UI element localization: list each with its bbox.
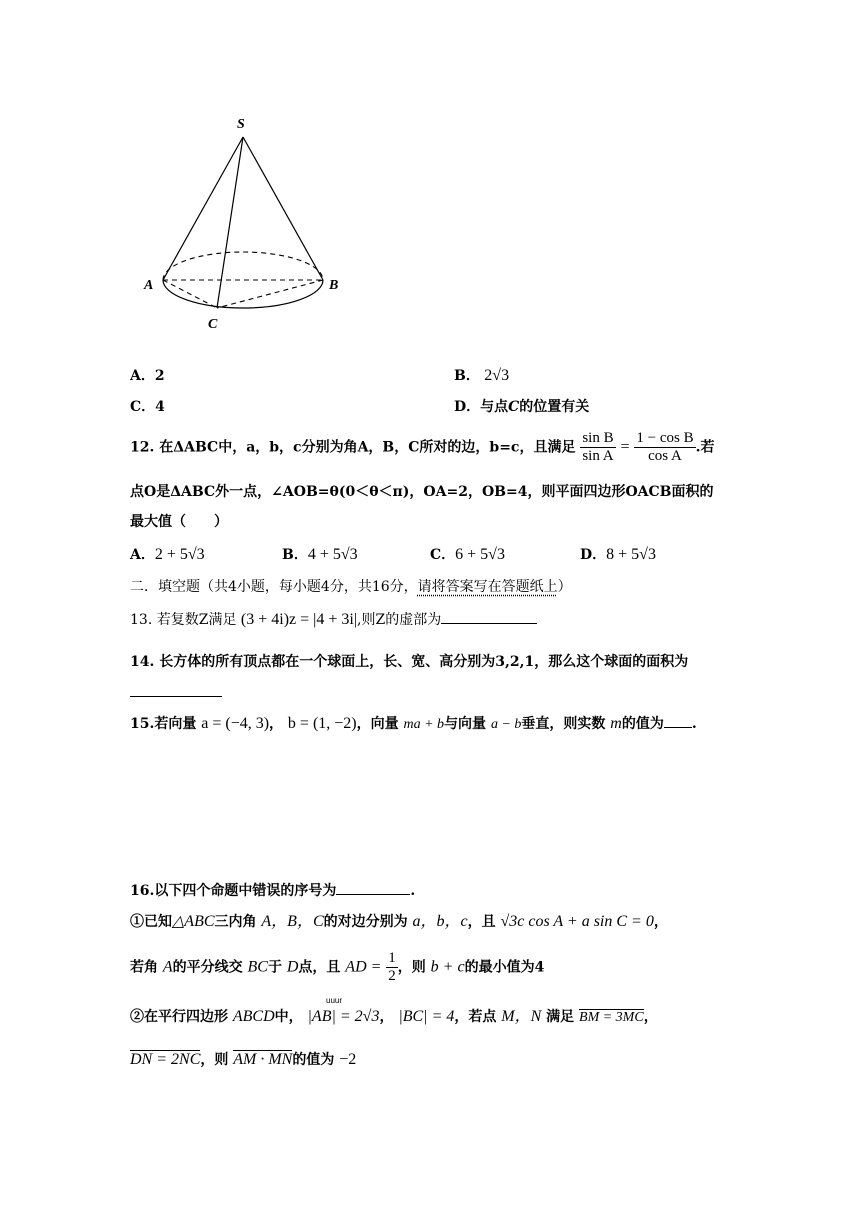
q16-p1-l2-bc2: b + c xyxy=(430,958,465,976)
q16-p1-l2-bc: BC xyxy=(247,958,268,976)
q11-option-b-value: 2√3 xyxy=(484,367,510,384)
q16-p2-l1-ab: |AB| = 2√3 xyxy=(307,1008,380,1025)
q12-frac1-den: sin A xyxy=(582,448,614,464)
q16-p2-l1-end: ， xyxy=(643,1009,658,1025)
q16-p1-l2-frac xyxy=(386,950,398,985)
q12-option-d xyxy=(580,545,656,565)
q16-p1-l1-eq: √3c cos A + a sin C = 0 xyxy=(500,913,654,930)
q16-p2-l1-mn: M，N xyxy=(501,1008,542,1025)
q12-line2: 点O是ΔABC外一点，∠AOB=θ(0＜θ＜π)，OA=2，OB=4，则平面四边形OACB面积的 xyxy=(130,484,714,500)
q11-option-d-prefix: D．与点 xyxy=(454,399,509,415)
q12-option-b xyxy=(282,545,358,565)
label-s: S xyxy=(237,117,245,132)
q16-p1-l2-mid4: ，则 xyxy=(397,959,426,976)
q16-p1-l1-sides: a，b，c xyxy=(412,913,468,930)
edge-sc xyxy=(217,137,243,308)
q14-line: 14. 长方体的所有顶点都在一个球面上，长、宽、高分别为3,2,1，那么这个球面的面积为 xyxy=(130,654,689,670)
q15-post: 垂直，则实数 xyxy=(521,716,606,732)
q16-heading xyxy=(130,880,415,901)
q12-frac2-num: 1 − cos B xyxy=(636,430,694,446)
q16-p2-l1-mid2: ，若点 xyxy=(454,1009,497,1025)
q16-p2-line1 xyxy=(130,1007,658,1028)
q12-line1-end: .若 xyxy=(695,439,715,456)
q12-option-d-value: 8 + 5√3 xyxy=(606,546,656,563)
q11-option-d-var: C xyxy=(508,399,520,415)
section2-heading-text: 二．填空题（共4小题，每小题4分，共16分， xyxy=(130,579,418,595)
q15-answer-blank[interactable] xyxy=(664,713,692,728)
base-front-arc xyxy=(163,280,323,308)
q16-p1-l2-d: D xyxy=(286,958,299,976)
q16-answer-blank[interactable] xyxy=(336,880,410,895)
q16-p2-l2-dot: AM · MN xyxy=(233,1051,293,1068)
q16-p1-l1-vars: A，B，C xyxy=(261,913,324,930)
q12-eq: = xyxy=(620,438,630,456)
q16-p1-l1-tri: △ABC xyxy=(172,913,215,930)
q16-p2-l2-dn: DN = 2NC xyxy=(130,1051,201,1068)
q12-frac1-num: sin B xyxy=(582,430,614,446)
q15-vector-a: a = (−4, 3) xyxy=(201,715,270,732)
q11-option-b-label: B． xyxy=(454,368,480,384)
q16-p2-line2 xyxy=(130,1050,356,1070)
q11-option-d-suffix: 的位置有关 xyxy=(519,399,590,415)
q12-option-c-label: C． xyxy=(430,547,456,563)
label-c: C xyxy=(208,317,218,332)
q12-option-b-label: B． xyxy=(282,547,308,563)
q16-p2-l1-pre: ②在平行四边形 xyxy=(130,1009,228,1025)
q12-line1 xyxy=(130,430,714,465)
q13-line xyxy=(130,609,537,630)
q16-p1-l2-mid3: 点，且 xyxy=(298,959,341,976)
q16-p1-l2-frac-num: 1 xyxy=(388,950,396,966)
section2-heading-end: ） xyxy=(557,579,572,595)
q12-option-c-value: 6 + 5√3 xyxy=(455,546,505,563)
q14-answer-blank[interactable] xyxy=(130,696,222,697)
section2-heading xyxy=(130,577,572,597)
q12-option-a xyxy=(130,545,205,565)
q16-p1-l1-pre: ①已知 xyxy=(130,914,172,930)
edge-sb xyxy=(243,137,323,280)
q16-p1-l2-pre: 若角 xyxy=(130,959,158,976)
q13-post: ,则Z的虚部为 xyxy=(357,612,442,628)
q13-math: (3 + 4i)z = |4 + 3i| xyxy=(240,611,358,628)
q12-option-b-value: 4 + 5√3 xyxy=(307,546,358,563)
q12-frac1 xyxy=(580,430,615,465)
edge-sa xyxy=(163,137,243,280)
base-back-arc xyxy=(163,252,323,280)
q12-line1-text: 12. 在ΔABC中，a，b，c分别为角A，B，C所对的边，b=c，且满足 xyxy=(130,439,576,456)
label-b: B xyxy=(329,278,339,293)
q16-p2-l2-end: 的值为 xyxy=(292,1052,335,1068)
q16-p1-l1-end: ， xyxy=(653,914,668,930)
q12-frac2 xyxy=(634,430,695,465)
q15-mid: ，向量 xyxy=(356,716,399,732)
q15-end: . xyxy=(691,716,697,732)
label-a: A xyxy=(144,278,154,293)
q16-p1-l2-end: 的最小值为4 xyxy=(464,959,545,976)
q16-p1-l2-a: A xyxy=(162,958,173,976)
q11-option-d xyxy=(454,397,589,417)
q16-p2-l1-bm: BM = 3MC xyxy=(579,1010,644,1025)
q16-p2-l1-bc: |BC| = 4 xyxy=(398,1008,455,1025)
q16-p1-line1 xyxy=(130,912,668,932)
q16-p2-l1-sep: ， xyxy=(379,1009,394,1025)
q16-p1-line2 xyxy=(130,950,544,985)
q12-option-d-label: D． xyxy=(580,547,607,563)
q11-option-a: A．2 xyxy=(130,368,165,384)
q12-option-a-label: A． xyxy=(130,547,155,563)
q16-p1-l1-mid3: ，且 xyxy=(467,914,496,930)
q16-p1-l2-mid: 的平分线交 xyxy=(172,959,243,976)
q16-p2-l2-mid: ，则 xyxy=(200,1052,229,1068)
q16-p1-l2-mid2: 于 xyxy=(267,959,282,976)
q16-p2-l1-abcd: ABCD xyxy=(232,1008,275,1025)
q15-vector-b: b = (1, −2) xyxy=(287,715,357,732)
chord-bc xyxy=(217,280,323,308)
q15-pre: 15.若向量 xyxy=(130,716,197,732)
q11-option-b xyxy=(454,366,509,386)
chord-ac xyxy=(163,280,217,308)
q16-heading-text: 16.以下四个命题中错误的序号为 xyxy=(130,883,337,899)
q15-post2: 的值为 xyxy=(621,716,664,732)
q16-p2-l1-mid3: 满足 xyxy=(546,1009,575,1025)
q15-line xyxy=(130,713,697,735)
q16-p1-l2-frac-den: 2 xyxy=(388,968,396,984)
q11-option-c: C．4 xyxy=(130,399,165,415)
q15-var-m: m xyxy=(610,715,622,732)
q16-p1-l2-ad: AD = xyxy=(345,958,382,976)
q15-mid2: 与向量 xyxy=(444,716,487,732)
q12-option-a-value: 2 + 5√3 xyxy=(154,546,205,563)
q13-text: 13. 若复数Z满足 xyxy=(130,612,237,628)
q16-p1-l1-mid: 三内角 xyxy=(214,914,257,930)
q15-expr2: a − b xyxy=(490,717,522,732)
q15-expr1: ma + b xyxy=(403,717,445,732)
cone-figure xyxy=(130,110,350,340)
q15-comma: ， xyxy=(269,716,284,732)
q13-answer-blank[interactable] xyxy=(441,609,537,624)
q16-p1-l1-mid2: 的对边分别为 xyxy=(323,914,408,930)
q12-frac2-den: cos A xyxy=(648,448,682,464)
q12-line3: 最大值（ ） xyxy=(130,514,228,530)
q12-option-c xyxy=(430,545,505,565)
q16-p2-l1-mid: 中， xyxy=(274,1009,303,1025)
section2-heading-dotted: 请将答案写在答题纸上 xyxy=(417,579,558,595)
q16-heading-end: . xyxy=(410,883,416,899)
q16-p2-uuur-mark: uuur xyxy=(326,996,343,1005)
q16-p2-l2-val: −2 xyxy=(339,1051,357,1068)
